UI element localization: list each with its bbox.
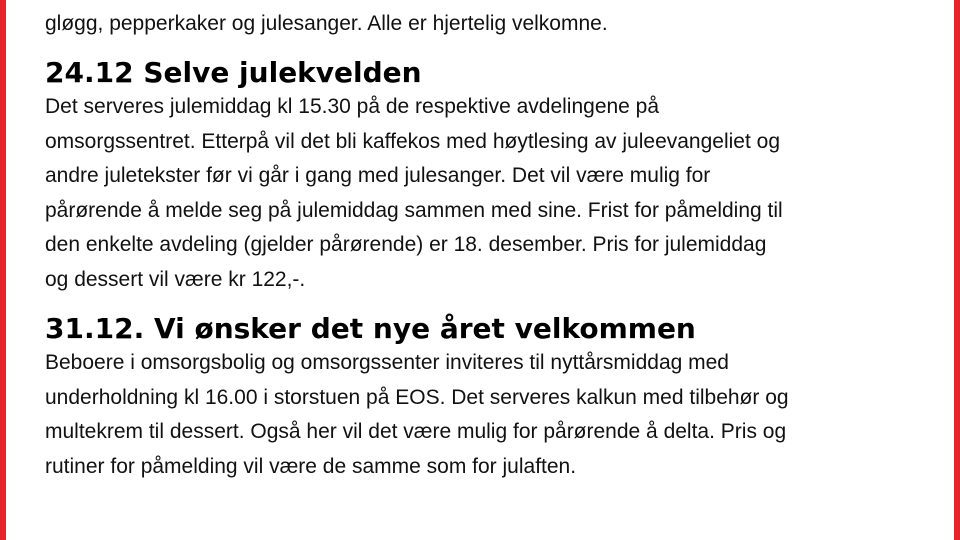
right-red-border [954,0,960,540]
paragraph-line: multekrem til dessert. Også her vil det være mulig for pårørende å delta. Pris og [45,420,787,443]
paragraph-line: Beboere i omsorgsbolig og omsorgssenter inviteres til nyttårsmiddag med [45,351,729,374]
paragraph-line: den enkelte avdeling (gjelder pårørende) er 18. desember. Pris for julemiddag [45,233,767,256]
document-content [45,0,930,484]
paragraph-line: Det serveres julemiddag kl 15.30 på de respektive avdelingene på [45,95,660,118]
intro-line: gløgg, pepperkaker og julesanger. Alle er hjertelig velkomne. [45,11,608,35]
paragraph-line: underholdning kl 16.00 i storstuen på EOS. Det serveres kalkun med tilbehør og [45,385,789,409]
paragraph-line: rutiner for påmelding vil være de samme som for julaften. [45,454,577,478]
paragraph-line: omsorgssentret. Etterpå vil det bli kaffekos med høytlesing av juleevangeliet og [45,129,780,153]
section-heading-christmas-eve: 24.12 Selve julekvelden [45,56,422,89]
left-red-border [0,0,6,540]
intro-paragraph [45,0,930,41]
paragraph-line: andre juletekster før vi går i gang med julesanger. Det vil være mulig for [45,164,711,187]
paragraph-line: og dessert vil være kr 122,-. [45,267,306,291]
section-heading-new-year: 31.12. Vi ønsker det nye året velkommen [45,312,696,345]
section-paragraph-christmas-eve [45,90,930,297]
paragraph-line: pårørende å melde seg på julemiddag sammen med sine. Frist for påmelding til [45,198,783,222]
section-paragraph-new-year [45,346,930,484]
